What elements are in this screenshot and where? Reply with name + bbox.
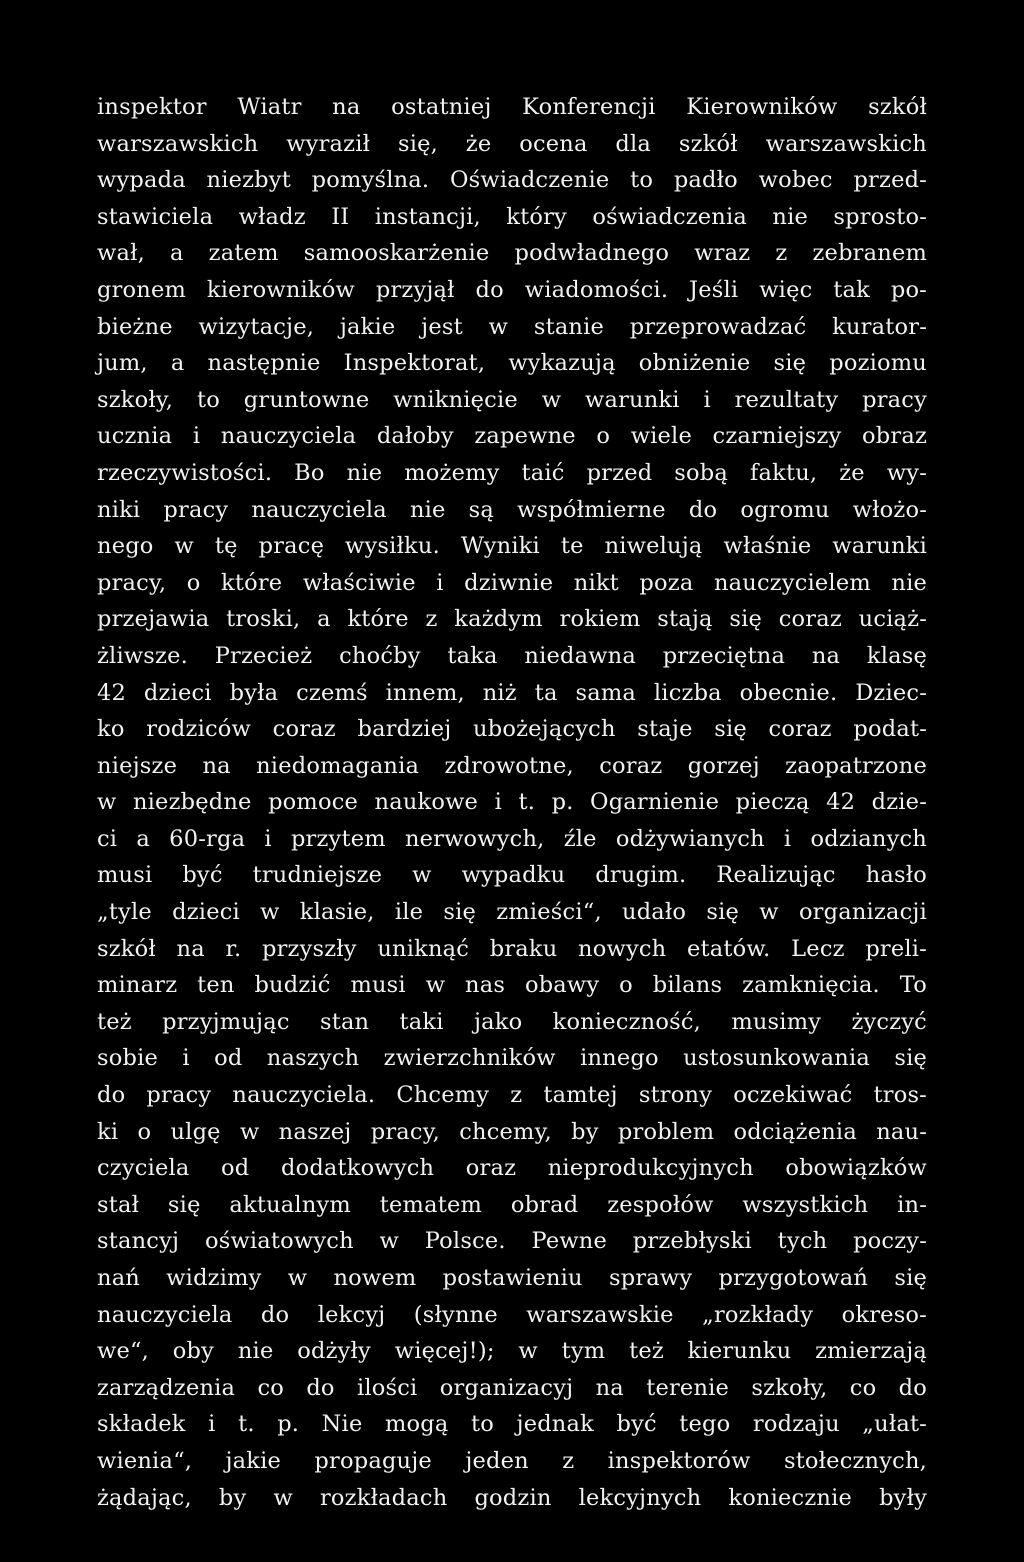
text-line: do pracy nauczyciela. Chcemy z tamtej strony oczekiwać tros-: [97, 1082, 927, 1109]
text-line: wienia“, jakie propaguje jeden z inspektorów stołecznych,: [97, 1447, 927, 1474]
text-line: ko rodziców coraz bardziej ubożejących staje się coraz podat-: [97, 716, 927, 743]
text-line: szkół na r. przyszły uniknąć braku nowych etatów. Lecz preli-: [97, 935, 927, 962]
text-line: warszawskich wyraził się, że ocena dla szkół warszawskich: [97, 130, 927, 157]
text-line: gronem kierowników przyjął do wiadomości. Jeśli więc tak po-: [97, 276, 927, 303]
text-line: musi być trudniejsze w wypadku drugim. Realizując hasło: [97, 862, 927, 889]
text-line: ci a 60-rga i przytem nerwowych, źle odżywianych i odzianych: [97, 825, 927, 852]
text-line: pracy, o które właściwie i dziwnie nikt poza nauczycielem nie: [97, 569, 927, 596]
text-line: składek i t. p. Nie mogą to jednak być tego rodzaju „ułat-: [97, 1411, 927, 1438]
text-line: bieżne wizytacje, jakie jest w stanie przeprowadzać kurator-: [97, 313, 927, 340]
text-line: 42 dzieci była czemś innem, niż ta sama liczba obecnie. Dziec-: [97, 679, 927, 706]
text-line: „tyle dzieci w klasie, ile się zmieści“, udało się w organizacji: [97, 899, 927, 926]
text-line: stancyj oświatowych w Polsce. Pewne przebłyski tych poczy-: [97, 1228, 927, 1255]
text-line: nego w tę pracę wysiłku. Wyniki te niwelują właśnie warunki: [97, 533, 927, 560]
text-line: wał, a zatem samooskarżenie podwładnego wraz z zebranem: [97, 240, 927, 267]
text-line: niejsze na niedomagania zdrowotne, coraz gorzej zaopatrzone: [97, 752, 927, 779]
text-line: w niezbędne pomoce naukowe i t. p. Ogarnienie pieczą 42 dzie-: [97, 789, 927, 816]
text-line: sobie i od naszych zwierzchników innego ustosunkowania się: [97, 1045, 927, 1072]
text-line: we“, oby nie odżyły więcej!); w tym też kierunku zmierzają: [97, 1338, 927, 1365]
text-line: czyciela od dodatkowych oraz nieprodukcyjnych obowiązków: [97, 1155, 927, 1182]
text-line: niki pracy nauczyciela nie są współmierne do ogromu włożo-: [97, 496, 927, 523]
text-line: stawiciela władz II instancji, który oświadczenia nie sprosto-: [97, 203, 927, 230]
text-line: nauczyciela do lekcyj (słynne warszawskie „rozkłady okreso-: [97, 1301, 927, 1328]
text-line: też przyjmując stan taki jako konieczność, musimy życzyć: [97, 1008, 927, 1035]
text-line: minarz ten budzić musi w nas obawy o bilans zamknięcia. To: [97, 972, 927, 999]
text-line: wypada niezbyt pomyślna. Oświadczenie to padło wobec przed-: [97, 167, 927, 194]
text-line: ki o ulgę w naszej pracy, chcemy, by problem odciążenia nau-: [97, 1118, 927, 1145]
text-line: nań widzimy w nowem postawieniu sprawy przygotowań się: [97, 1265, 927, 1291]
text-line: przejawia troski, a które z każdym rokiem stają się coraz uciąż-: [97, 606, 927, 633]
text-line: żądając, by w rozkładach godzin lekcyjnych koniecznie były: [97, 1484, 927, 1511]
text-line: żliwsze. Przecież choćby taka niedawna przeciętna na klasę: [97, 642, 927, 669]
body-text: [97, 89, 927, 1516]
text-line: szkoły, to gruntowne wniknięcie w warunki i rezultaty pracy: [97, 386, 927, 413]
text-line: jum, a następnie Inspektorat, wykazują obniżenie się poziomu: [97, 350, 927, 377]
text-line: ucznia i nauczyciela dałoby zapewne o wiele czarniejszy obraz: [97, 423, 927, 450]
text-line: stał się aktualnym tematem obrad zespołów wszystkich in-: [97, 1191, 927, 1218]
text-line: rzeczywistości. Bo nie możemy taić przed sobą faktu, że wy-: [97, 459, 927, 486]
text-line: inspektor Wiatr na ostatniej Konferencji Kierowników szkół: [97, 94, 927, 120]
text-line: zarządzenia co do ilości organizacyj na terenie szkoły, co do: [97, 1374, 927, 1401]
